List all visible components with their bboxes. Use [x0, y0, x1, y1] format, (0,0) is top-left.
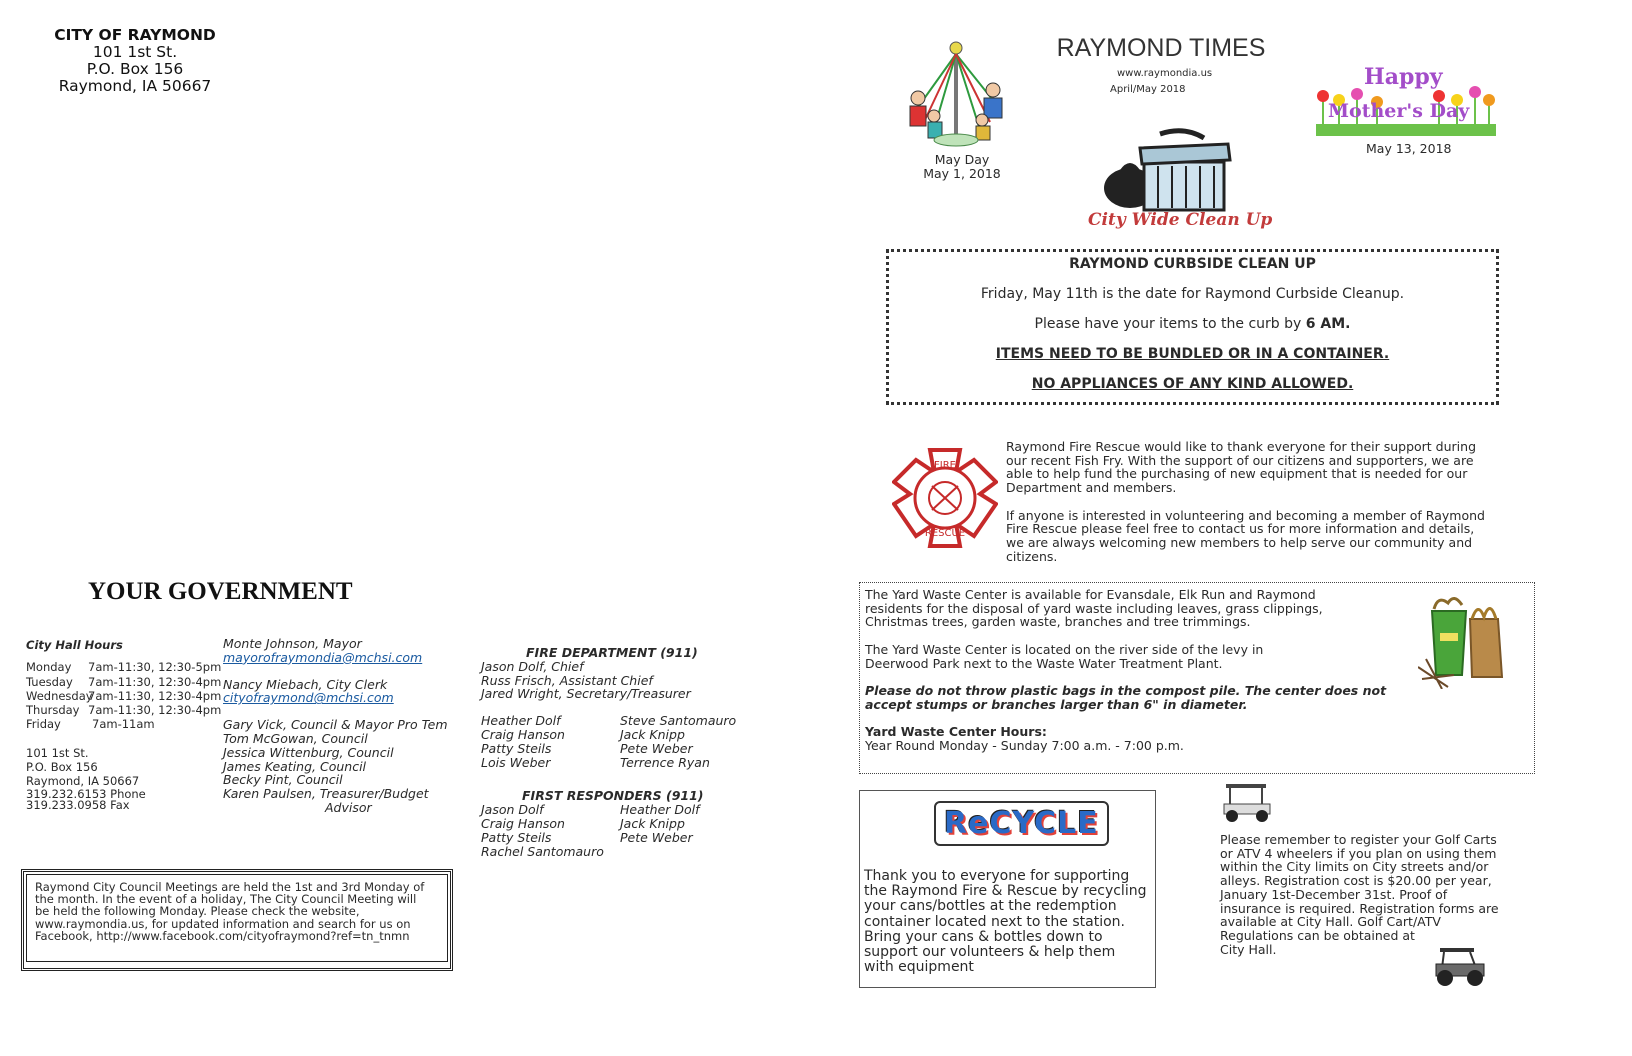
newsletter-issue: April/May 2018 [1110, 84, 1186, 95]
fire-officer: Jared Wright, Secretary/Treasurer [481, 686, 691, 702]
yard-waste-para2-line: Deerwood Park next to the Waste Water Treatment Plant. [865, 655, 1223, 671]
meetings-line: www.raymondia.us, for updated information and search for us on [35, 916, 411, 931]
mothers-day-date: May 13, 2018 [1366, 141, 1452, 156]
may-day-label: May Day [934, 152, 990, 167]
return-address-city: Raymond, IA 50667 [58, 77, 212, 95]
golf-line: or ATV 4 wheelers if you plan on using them [1220, 845, 1497, 861]
fire-officer: Russ Frisch, Assistant Chief [481, 672, 653, 688]
fire-department-title: FIRE DEPARTMENT (911) [526, 645, 698, 660]
hours-time: 7am-11:30, 12:30-4pm [88, 674, 222, 689]
curbside-line2 [889, 317, 1496, 332]
hours-day: Friday [26, 717, 61, 732]
hours-title: City Hall Hours [26, 638, 123, 652]
golf-line: January 1st-December 31st. Proof of [1220, 886, 1448, 902]
city-clerk: Nancy Miebach, City Clerk [223, 676, 388, 692]
council-member: Jessica Wittenburg, Council [223, 744, 394, 760]
city-hall-fax: 319.233.0958 Fax [26, 797, 130, 812]
return-address [40, 27, 230, 95]
hours-day: Wednesday [26, 688, 93, 703]
council-member: James Keating, Council [223, 758, 367, 774]
recycle-line: container located next to the station. [864, 913, 1125, 930]
responder: Patty Steils [481, 829, 552, 845]
yard-waste-bin-icon [1418, 589, 1508, 689]
meetings-line: Raymond City Council Meetings are held the 1st and 3rd Monday of [35, 880, 425, 894]
recycle-line: Bring your cans & bottles down to [864, 928, 1103, 945]
mayor-email-link[interactable]: mayorofraymondia@mchsi.com [223, 649, 423, 665]
fire-member: Craig Hanson [481, 726, 565, 742]
fire-rescue-para1-line: Department and members. [1006, 480, 1177, 496]
curbside-title: RAYMOND CURBSIDE CLEAN UP [1069, 256, 1316, 272]
city-hall-address-line: 101 1st St. [26, 745, 89, 760]
hours-time: 7am-11:30, 12:30-4pm [88, 688, 222, 703]
responder: Jason Dolf [481, 802, 544, 818]
recycle-box [859, 790, 1156, 988]
fire-rescue-para1-line: Raymond Fire Rescue would like to thank everyone for their support during [1006, 439, 1477, 454]
hours-time: 7am-11:30, 12:30-5pm [88, 660, 222, 675]
golf-line: Regulations can be obtained at [1220, 927, 1415, 943]
yard-waste-para1-line: residents for the disposal of yard waste including leaves, grass clippings, [865, 600, 1323, 616]
council-member: Karen Paulsen, Treasurer/Budget [223, 786, 429, 802]
recycle-line: your cans/bottles at the redemption [864, 898, 1117, 915]
council-member: Gary Vick, Council & Mayor Pro Tem [223, 717, 448, 733]
may-day-date: May 1, 2018 [923, 165, 1001, 181]
hours-day: Thursday [26, 703, 80, 718]
yard-waste-para2-line: The Yard Waste Center is located on the river side of the levy in [865, 641, 1264, 657]
return-address-street: 101 1st St. [92, 43, 178, 61]
government-heading: YOUR GOVERNMENT [88, 578, 353, 605]
golf-line: available at City Hall. Golf Cart/ATV [1220, 914, 1441, 930]
curbside-line1: Friday, May 11th is the date for Raymond Curbside Cleanup. [980, 286, 1405, 302]
meetings-line: Facebook, http://www.facebook.com/cityofraymond?ref=tn_tnmn [35, 928, 410, 943]
hours-row [26, 675, 221, 689]
hours-day: Monday [26, 660, 72, 675]
fire-rescue-para2-line: we are always welcoming new members to help serve our community and [1006, 534, 1473, 550]
hours-day: Tuesday [26, 674, 73, 689]
fire-member: Jack Knipp [620, 726, 685, 742]
fire-member: Pete Weber [620, 740, 693, 756]
mayor: Monte Johnson, Mayor [223, 636, 362, 651]
yard-waste-para1-line: Christmas trees, garden waste, branches and tree trimmings. [865, 614, 1251, 630]
cleanup-art-text: City Wide Clean Up [1088, 210, 1273, 230]
city-hall-phone: 319.232.6153 Phone [26, 786, 146, 801]
golf-cart-text [1220, 833, 1499, 956]
yard-waste-warning-line: accept stumps or branches larger than 6" in diameter. [865, 696, 1248, 712]
city-hall-address-line: P.O. Box 156 [26, 760, 98, 775]
yard-waste-box [859, 582, 1535, 774]
fire-member: Lois Weber [481, 754, 551, 770]
fire-rescue-para1-line: our recent Fish Fry. With the support of our citizens and supporters, we are [1006, 452, 1474, 468]
newsletter-title: RAYMOND TIMES [1056, 34, 1266, 62]
mothers-day-art [1316, 62, 1496, 138]
meetings-line: the month. In the event of a holiday, The City Council Meeting will [35, 892, 417, 907]
curbside-line3: ITEMS NEED TO BE BUNDLED OR IN A CONTAINER. [995, 346, 1390, 362]
first-responders-title: FIRST RESPONDERS (911) [522, 788, 704, 804]
fire-rescue-para2-line: Fire Rescue please feel free to contact us for more information and details, [1006, 521, 1475, 537]
responder: Rachel Santomauro [481, 843, 604, 859]
officials-list [223, 637, 448, 815]
curbside-time: 6 AM. [1305, 316, 1351, 332]
fire-rescue-badge-icon [892, 448, 998, 548]
hours-time: 7am-11:30, 12:30-4pm [88, 703, 222, 718]
golf-line: insurance is required. Registration forms are [1220, 900, 1499, 916]
masthead [1050, 34, 1272, 63]
return-address-name: CITY OF RAYMOND [54, 26, 216, 44]
badge-bottom-text: RESCUE [924, 528, 966, 539]
trash-can-icon [1100, 126, 1250, 212]
fire-member: Heather Dolf [481, 713, 561, 729]
yard-waste-para1-line: The Yard Waste Center is available for Evansdale, Elk Run and Raymond [865, 587, 1316, 602]
city-hall-address-line: Raymond, IA 50667 [26, 774, 140, 789]
responder: Heather Dolf [620, 802, 700, 818]
golf-line: alleys. Registration cost is $20.00 per year, [1220, 873, 1492, 889]
fire-officer: Jason Dolf, Chief [481, 658, 584, 674]
recycle-logo: ReCYCLE [934, 801, 1109, 846]
golf-cart-icon [1220, 782, 1276, 824]
golf-line: within the City limits on City streets and/or [1220, 859, 1489, 875]
fire-rescue-para2-line: citizens. [1006, 548, 1058, 564]
council-member: Tom McGowan, Council [223, 730, 368, 746]
curbside-line4: NO APPLIANCES OF ANY KIND ALLOWED. [1031, 376, 1354, 392]
yard-waste-warning-line: Please do not throw plastic bags in the compost pile. The center does not [865, 682, 1387, 698]
return-address-po-box: P.O. Box 156 [86, 60, 184, 78]
fire-rescue-para2-line: If anyone is interested in volunteering and becoming a member of Raymond [1006, 507, 1485, 523]
yard-waste-hours-title: Yard Waste Center Hours: [865, 724, 1047, 740]
mothers-day-art-line2: Mother's Day [1328, 100, 1470, 122]
mothers-day-art-line1: Happy [1364, 64, 1443, 90]
city-hall-hours [26, 638, 221, 811]
fire-member: Terrence Ryan [620, 754, 710, 770]
fire-department-list [481, 646, 736, 858]
recycle-line: Thank you to everyone for supporting [864, 868, 1130, 884]
newsletter-website: www.raymondia.us [1117, 68, 1213, 79]
atv-icon [1432, 944, 1488, 988]
hours-row [26, 660, 221, 674]
hours-row [26, 689, 221, 703]
responder: Craig Hanson [481, 815, 565, 831]
responder: Pete Weber [620, 829, 693, 845]
curbside-line2-text: Please have your items to the curb by [1034, 316, 1306, 332]
clerk-email-link[interactable]: cityofraymond@mchsi.com [223, 690, 394, 706]
responder: Jack Knipp [620, 815, 685, 831]
fire-rescue-para1-line: able to help fund the purchasing of new equipment that is needed for our [1006, 466, 1468, 482]
yard-waste-hours: Year Round Monday - Sunday 7:00 a.m. - 7:00 p.m. [865, 737, 1184, 753]
council-member-continued: Advisor [325, 799, 372, 815]
golf-line: Please remember to register your Golf Carts [1220, 832, 1497, 847]
fire-member: Patty Steils [481, 740, 552, 756]
council-meetings-box [21, 869, 453, 971]
golf-line: City Hall. [1220, 941, 1277, 957]
hours-time: 7am-11am [92, 717, 155, 732]
badge-top-text: FIRE [934, 460, 956, 471]
may-day-caption [912, 153, 1012, 180]
curbside-cleanup-box [886, 249, 1499, 405]
council-member: Becky Pint, Council [223, 772, 343, 788]
recycle-line: with equipment [864, 959, 974, 976]
may-pole-illustration [898, 40, 1010, 152]
fire-member: Steve Santomauro [620, 713, 737, 729]
recycle-line: the Raymond Fire & Rescue by recycling [864, 883, 1147, 900]
recycle-line: support our volunteers & help them [864, 944, 1116, 961]
hours-row [26, 703, 221, 717]
hours-row [26, 717, 221, 731]
fire-rescue-text [1006, 440, 1485, 563]
meetings-line: be held the following Monday. Please check the website, [35, 904, 360, 919]
